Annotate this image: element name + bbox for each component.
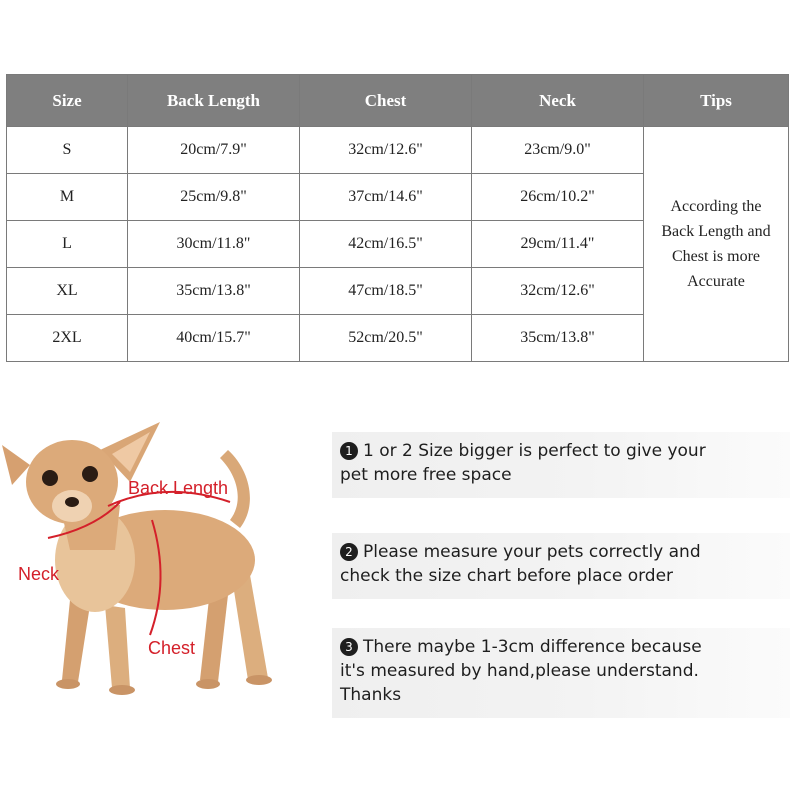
cell-chest: 37cm/14.6" <box>300 174 472 221</box>
header-chest: Chest <box>300 75 472 127</box>
cell-size: L <box>7 221 128 268</box>
dog-nose <box>65 497 79 507</box>
tip-text: 1 or 2 Size bigger is perfect to give your <box>363 441 706 461</box>
tips-line: According the <box>670 198 762 215</box>
header-tips: Tips <box>644 75 789 127</box>
dog-paw <box>246 675 272 685</box>
dog-ear-left <box>2 445 30 485</box>
dog-paw <box>109 685 135 695</box>
tip-line <box>340 540 782 564</box>
dog-front-leg-right <box>105 605 130 688</box>
header-size: Size <box>7 75 128 127</box>
number-badge-icon: 1 <box>340 442 358 460</box>
tip-line <box>340 635 782 659</box>
dog-paw <box>56 679 80 689</box>
tip-text: it's measured by hand,please understand. <box>340 661 699 681</box>
cell-chest: 47cm/18.5" <box>300 268 472 315</box>
cell-back-length: 40cm/15.7" <box>128 315 300 362</box>
cell-back-length: 25cm/9.8" <box>128 174 300 221</box>
cell-tips <box>644 127 789 362</box>
dog-paw <box>196 679 220 689</box>
cell-neck: 26cm/10.2" <box>472 174 644 221</box>
cell-neck: 29cm/11.4" <box>472 221 644 268</box>
chest-label: Chest <box>148 638 196 658</box>
table-row <box>7 127 789 174</box>
cell-size: M <box>7 174 128 221</box>
tip-line <box>340 439 782 463</box>
dog-eye-right <box>82 466 98 482</box>
size-chart-table <box>6 74 789 362</box>
cell-neck: 32cm/12.6" <box>472 268 644 315</box>
tip-box-3 <box>332 628 790 718</box>
cell-back-length: 20cm/7.9" <box>128 127 300 174</box>
dog-front-leg-left <box>62 600 90 682</box>
tips-line: Chest is more <box>672 248 760 265</box>
header-neck: Neck <box>472 75 644 127</box>
number-badge-icon: 2 <box>340 543 358 561</box>
dog-measurement-illustration <box>0 410 320 710</box>
table-header-row <box>7 75 789 127</box>
tip-text: Please measure your pets correctly and <box>363 542 701 562</box>
cell-chest: 32cm/12.6" <box>300 127 472 174</box>
tip-text: pet more free space <box>340 465 512 485</box>
cell-neck: 35cm/13.8" <box>472 315 644 362</box>
tips-line: Accurate <box>687 273 745 290</box>
dog-back-leg-right <box>232 575 268 680</box>
tip-text: There maybe 1-3cm difference because <box>363 637 702 657</box>
tip-box-1 <box>332 432 790 498</box>
number-badge-icon: 3 <box>340 638 358 656</box>
back-length-label: Back Length <box>128 478 229 498</box>
tip-text: check the size chart before place order <box>340 566 674 586</box>
tip-text: Thanks <box>340 685 402 705</box>
tips-line: Back Length and <box>661 223 771 240</box>
cell-size: S <box>7 127 128 174</box>
dog-eye-left <box>42 470 58 486</box>
cell-size: XL <box>7 268 128 315</box>
cell-neck: 23cm/9.0" <box>472 127 644 174</box>
cell-chest: 52cm/20.5" <box>300 315 472 362</box>
cell-size: 2XL <box>7 315 128 362</box>
neck-label: Neck <box>18 564 60 584</box>
header-back-length: Back Length <box>128 75 300 127</box>
cell-back-length: 35cm/13.8" <box>128 268 300 315</box>
cell-back-length: 30cm/11.8" <box>128 221 300 268</box>
tip-box-2 <box>332 533 790 599</box>
cell-chest: 42cm/16.5" <box>300 221 472 268</box>
